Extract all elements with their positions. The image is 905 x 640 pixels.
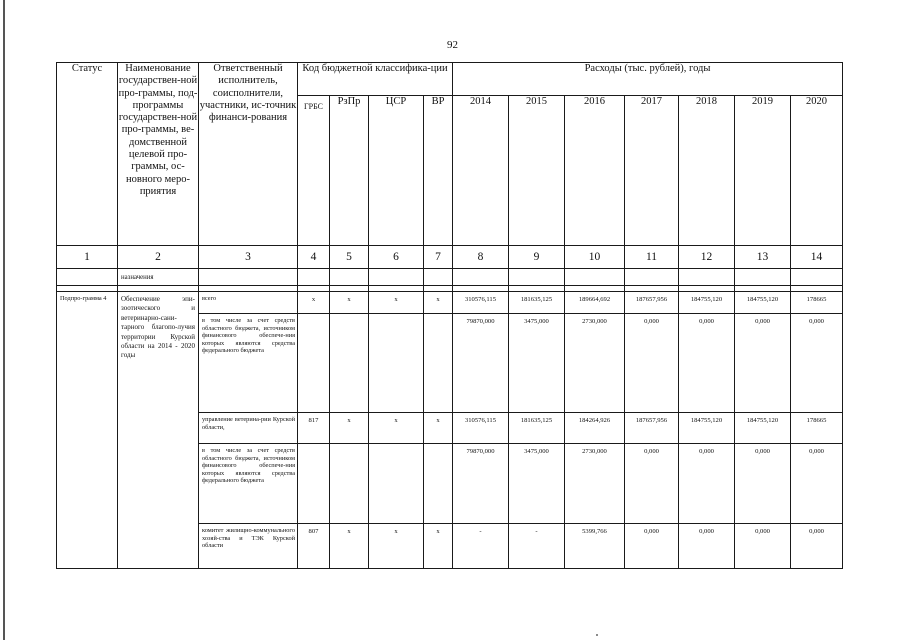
header-code-csr: ЦСР [369,96,424,246]
value-2015: 181635,125 [509,413,565,444]
value-2015: 3475,000 [509,444,565,524]
value-2020: 0,000 [791,314,843,413]
code-rzpr: x [330,292,369,314]
header-budget-code: Код бюджетной классифика-ции [298,63,453,96]
code-vr: x [424,524,453,569]
value-2017: 0,000 [625,314,679,413]
value-2018: 184755,120 [679,413,735,444]
header-code-grbs: ГРБС [298,96,330,246]
subprogram-status: Подпро-грамма 4 [57,292,118,569]
header-status: Статус [57,63,118,246]
value-2014: 79870,000 [453,444,509,524]
code-csr: x [369,292,424,314]
column-number: 3 [199,246,298,269]
value-2018: 0,000 [679,314,735,413]
code-csr: x [369,524,424,569]
column-number: 5 [330,246,369,269]
value-2019: 0,000 [735,314,791,413]
value-2014: 79870,000 [453,314,509,413]
scan-left-edge [3,0,5,640]
value-2014: 310576,115 [453,292,509,314]
value-2015: 181635,125 [509,292,565,314]
code-rzpr [330,444,369,524]
value-2017: 0,000 [625,444,679,524]
code-rzpr: x [330,413,369,444]
value-2014: - [453,524,509,569]
header-program-name: Наименование государствен-ной про-граммы, под-программы государствен-ной про-граммы, ве-домственной целевой про-граммы, ос-новного меро-приятия [118,63,199,246]
code-grbs: 807 [298,524,330,569]
value-2019: 184755,120 [735,292,791,314]
value-2017: 187657,956 [625,292,679,314]
header-year-2014: 2014 [453,96,509,246]
value-2019: 0,000 [735,444,791,524]
column-number: 9 [509,246,565,269]
code-csr: x [369,413,424,444]
header-responsible: Ответственный исполнитель, соисполнители, участники, ис-точник финанси-рования [199,63,298,246]
value-2014: 310576,115 [453,413,509,444]
code-grbs: 817 [298,413,330,444]
code-vr: x [424,413,453,444]
value-2017: 187657,956 [625,413,679,444]
code-rzpr: x [330,524,369,569]
value-2020: 0,000 [791,444,843,524]
header-year-2018: 2018 [679,96,735,246]
code-vr: x [424,292,453,314]
column-number: 12 [679,246,735,269]
value-2020: 0,000 [791,524,843,569]
value-2020: 178665 [791,292,843,314]
header-year-2017: 2017 [625,96,679,246]
value-2016: 184264,926 [565,413,625,444]
column-number: 2 [118,246,199,269]
value-2018: 0,000 [679,444,735,524]
header-year-2019: 2019 [735,96,791,246]
header-year-2020: 2020 [791,96,843,246]
funding-source: всего [199,292,298,314]
column-number: 4 [298,246,330,269]
value-2018: 184755,120 [679,292,735,314]
value-2017: 0,000 [625,524,679,569]
value-2019: 184755,120 [735,413,791,444]
value-2015: - [509,524,565,569]
value-2018: 0,000 [679,524,735,569]
column-number: 6 [369,246,424,269]
column-number: 10 [565,246,625,269]
column-number: 7 [424,246,453,269]
code-vr [424,314,453,413]
value-2016: 2730,000 [565,314,625,413]
code-csr [369,444,424,524]
budget-table [56,62,843,569]
value-2016: 5399,766 [565,524,625,569]
scan-speck [596,634,598,636]
continuation-text: назначения [118,269,199,286]
code-grbs: x [298,292,330,314]
header-code-rzpr: РзПр [330,96,369,246]
column-number: 11 [625,246,679,269]
value-2016: 2730,000 [565,444,625,524]
funding-source: в том числе за счет средств областного бюджета, источником финансового обеспече-ния которых являются средства федерального бюджета [199,444,298,524]
value-2016: 189664,692 [565,292,625,314]
header-year-2015: 2015 [509,96,565,246]
subprogram-name: Обеспечение эпи-зоотического и ветеринарно-сани-тарного благопо-лучия территории Курской области на 2014 - 2020 годы [118,292,199,569]
column-number: 1 [57,246,118,269]
funding-source: комитет жилищно-коммунального хозяй-ства и ТЭК Курской области [199,524,298,569]
value-2020: 178665 [791,413,843,444]
page-number: 92 [447,39,458,51]
column-number: 13 [735,246,791,269]
header-code-vr: ВР [424,96,453,246]
funding-source: в том числе за счет средств областного бюджета, источником финансового обеспече-ния которых являются средства федерального бюджета [199,314,298,413]
header-expenses: Расходы (тыс. рублей), годы [453,63,843,96]
value-2015: 3475,000 [509,314,565,413]
code-grbs [298,314,330,413]
code-rzpr [330,314,369,413]
column-number: 8 [453,246,509,269]
continuation-row [57,269,843,286]
code-vr [424,444,453,524]
value-2019: 0,000 [735,524,791,569]
column-number: 14 [791,246,843,269]
code-grbs [298,444,330,524]
funding-source: управление ветерина-рии Курской области, [199,413,298,444]
header-year-2016: 2016 [565,96,625,246]
code-csr [369,314,424,413]
column-numbers-row [57,246,843,269]
table-row [57,292,843,314]
